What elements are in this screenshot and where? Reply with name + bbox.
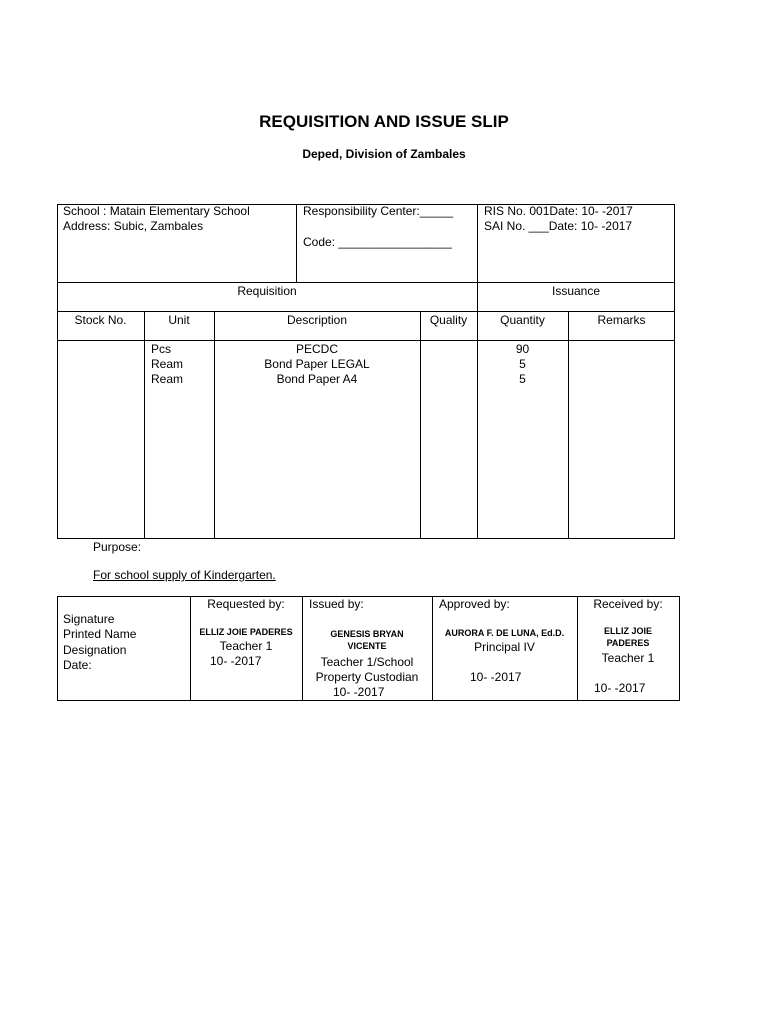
item-quantity: 5: [519, 357, 526, 371]
received-by-date: 10- -2017: [594, 681, 646, 695]
approved-by-name: AURORA F. DE LUNA, Ed.D.: [444, 628, 565, 638]
approved-by-date: 10- -2017: [470, 670, 522, 684]
item-description: Bond Paper A4: [276, 372, 358, 386]
issued-by-designation-cont: Property Custodian: [315, 670, 419, 684]
requested-by-header: Requested by:: [207, 597, 285, 611]
received-by-name-cont: PADERES: [606, 638, 650, 648]
sai-number-field: SAI No. ___Date: 10- -2017: [484, 219, 633, 233]
received-by-header: Received by:: [593, 597, 663, 611]
signature-row-label: Signature: [63, 612, 115, 626]
requested-by-designation: Teacher 1: [219, 639, 273, 653]
approved-by-header: Approved by:: [439, 597, 510, 611]
column-header-description: Description: [286, 313, 348, 327]
requested-by-date: 10- -2017: [210, 654, 262, 668]
issued-by-date: 10- -2017: [333, 685, 385, 699]
requested-by-name: ELLIZ JOIE PADERES: [199, 627, 293, 637]
item-quantity: 90: [515, 342, 530, 356]
code-field: Code: _________________: [303, 235, 452, 249]
received-by-designation: Teacher 1: [601, 651, 655, 665]
issued-by-header: Issued by:: [309, 597, 364, 611]
item-description: Bond Paper LEGAL: [264, 357, 370, 371]
column-header-remarks: Remarks: [597, 313, 646, 327]
issued-by-designation: Teacher 1/School: [320, 655, 414, 669]
printed-name-row-label: Printed Name: [63, 627, 137, 641]
ris-number-field: RIS No. 001Date: 10- -2017: [484, 204, 633, 218]
designation-row-label: Designation: [63, 643, 127, 657]
issued-by-name-cont: VICENTE: [347, 641, 387, 651]
item-quantity: 5: [519, 372, 526, 386]
issuance-header: Issuance: [551, 284, 601, 298]
issued-by-name: GENESIS BRYAN: [330, 629, 404, 639]
column-header-stock-no: Stock No.: [74, 313, 127, 327]
document-subtitle: Deped, Division of Zambales: [302, 147, 466, 161]
column-header-quality: Quality: [429, 313, 468, 327]
item-unit: Ream: [151, 372, 184, 386]
requisition-header: Requisition: [237, 284, 297, 298]
item-unit: Pcs: [151, 342, 172, 356]
purpose-label: Purpose:: [93, 540, 142, 554]
document-title: REQUISITION AND ISSUE SLIP: [259, 112, 509, 131]
date-row-label: Date:: [63, 658, 92, 672]
item-unit: Ream: [151, 357, 184, 371]
purpose-text: For school supply of Kindergarten.: [93, 568, 276, 582]
school-field: School : Matain Elementary School: [63, 204, 250, 218]
approved-by-designation: Principal IV: [474, 640, 535, 654]
responsibility-center-field: Responsibility Center:_____: [303, 204, 454, 218]
item-description: PECDC: [295, 342, 338, 356]
received-by-name: ELLIZ JOIE: [603, 626, 652, 636]
column-header-quantity: Quantity: [500, 313, 545, 327]
column-header-unit: Unit: [168, 313, 190, 327]
address-field: Address: Subic, Zambales: [63, 219, 204, 233]
